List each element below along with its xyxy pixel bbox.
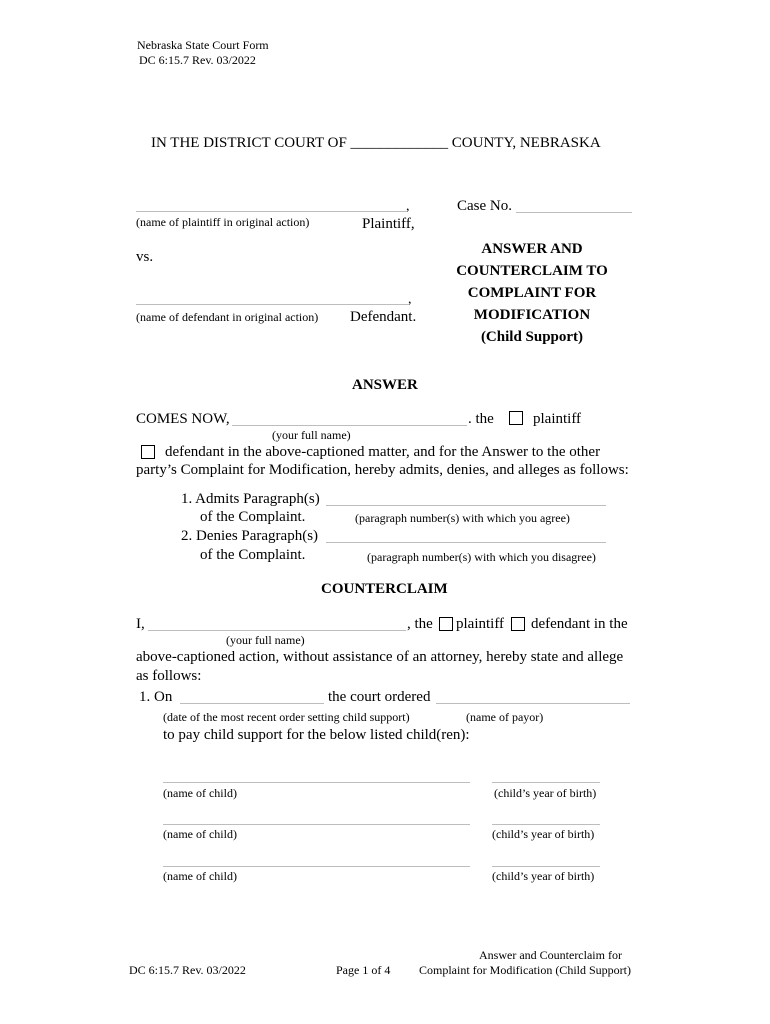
counterclaim-plaintiff-checkbox[interactable] bbox=[439, 617, 453, 631]
defendant-comma: , bbox=[408, 292, 412, 307]
child-name-field[interactable] bbox=[163, 824, 470, 825]
child-year-hint: (child’s year of birth) bbox=[492, 869, 595, 883]
title-line: COUNTERCLAIM TO bbox=[456, 263, 608, 279]
denies-hint: (paragraph number(s) with which you disagree) bbox=[367, 550, 596, 564]
order-on-label: 1. On bbox=[139, 689, 173, 705]
child-year-field[interactable] bbox=[492, 782, 600, 783]
counterclaim-the-label: , the bbox=[407, 616, 433, 632]
defendant-label: Defendant. bbox=[350, 309, 417, 325]
counterclaim-full-name-hint: (your full name) bbox=[226, 633, 305, 647]
counterclaim-i-label: I, bbox=[136, 616, 145, 632]
child-name-hint: (name of child) bbox=[163, 786, 237, 800]
court-line: IN THE DISTRICT COURT OF _____________ COUNTY, NEBRASKA bbox=[151, 135, 601, 151]
title-line: COMPLAINT FOR bbox=[467, 285, 597, 301]
admits-hint: (paragraph number(s) with which you agree) bbox=[355, 511, 570, 525]
counterclaim-defendant-checkbox[interactable] bbox=[511, 617, 525, 631]
answer-plaintiff-checkbox[interactable] bbox=[509, 411, 523, 425]
counterclaim-plaintiff-option: plaintiff bbox=[456, 616, 505, 632]
footer-form-revision: DC 6:15.7 Rev. 03/2022 bbox=[129, 963, 246, 977]
order-date-hint: (date of the most recent order setting child support) bbox=[163, 710, 410, 724]
form-name: Nebraska State Court Form bbox=[137, 38, 269, 52]
plaintiff-comma: , bbox=[406, 199, 410, 214]
footer-title-line: Answer and Counterclaim for bbox=[479, 948, 622, 962]
answer-full-name-field[interactable] bbox=[232, 425, 467, 426]
answer-plaintiff-option: plaintiff bbox=[533, 411, 582, 427]
plaintiff-hint: (name of plaintiff in original action) bbox=[136, 215, 310, 229]
child-name-hint: (name of child) bbox=[163, 827, 237, 841]
payor-name-field[interactable] bbox=[436, 703, 630, 704]
answer-heading: ANSWER bbox=[352, 377, 418, 393]
form-revision: DC 6:15.7 Rev. 03/2022 bbox=[139, 53, 256, 67]
title-line: MODIFICATION bbox=[473, 307, 591, 323]
admits-paragraph-label: 1. Admits Paragraph(s) bbox=[181, 491, 320, 507]
answer-body-line: party’s Complaint for Modification, hereby admits, denies, and alleges as follows: bbox=[136, 462, 629, 478]
pay-child-support-text: to pay child support for the below listed child(ren): bbox=[163, 727, 470, 743]
plaintiff-name-field[interactable] bbox=[136, 211, 406, 212]
answer-defendant-checkbox[interactable] bbox=[141, 445, 155, 459]
title-line: (Child Support) bbox=[480, 329, 584, 345]
counterclaim-body-line: above-captioned action, without assistance of an attorney, hereby state and allege bbox=[136, 649, 624, 665]
court-ordered-label: the court ordered bbox=[328, 689, 431, 705]
versus-label: vs. bbox=[136, 249, 154, 265]
child-name-hint: (name of child) bbox=[163, 869, 237, 883]
counterclaim-full-name-field[interactable] bbox=[148, 630, 406, 631]
counterclaim-heading: COUNTERCLAIM bbox=[321, 581, 448, 597]
counterclaim-as-follows: as follows: bbox=[136, 668, 202, 684]
defendant-hint: (name of defendant in original action) bbox=[136, 310, 319, 324]
payor-hint: (name of payor) bbox=[466, 710, 544, 724]
footer-title-line: Complaint for Modification (Child Support) bbox=[419, 963, 631, 977]
denies-complaint-text: of the Complaint. bbox=[200, 547, 306, 563]
admits-paragraph-field[interactable] bbox=[326, 505, 606, 506]
plaintiff-label: Plaintiff, bbox=[362, 216, 415, 232]
admits-complaint-text: of the Complaint. bbox=[200, 509, 306, 525]
denies-paragraph-label: 2. Denies Paragraph(s) bbox=[181, 528, 319, 544]
comes-now-label: COMES NOW, bbox=[136, 411, 230, 427]
title-line: ANSWER AND bbox=[481, 241, 583, 257]
child-year-hint: (child’s year of birth) bbox=[494, 786, 597, 800]
answer-the-label: . the bbox=[468, 411, 494, 427]
denies-paragraph-field[interactable] bbox=[326, 542, 606, 543]
order-date-field[interactable] bbox=[180, 703, 324, 704]
child-year-hint: (child’s year of birth) bbox=[492, 827, 595, 841]
child-year-field[interactable] bbox=[492, 866, 600, 867]
answer-full-name-hint: (your full name) bbox=[272, 428, 351, 442]
document-title bbox=[432, 238, 632, 348]
child-name-field[interactable] bbox=[163, 866, 470, 867]
counterclaim-defendant-option: defendant in the bbox=[531, 616, 628, 632]
case-number-label: Case No. bbox=[457, 198, 512, 214]
child-year-field[interactable] bbox=[492, 824, 600, 825]
footer-page-number: Page 1 of 4 bbox=[336, 963, 391, 977]
child-name-field[interactable] bbox=[163, 782, 470, 783]
defendant-name-field[interactable] bbox=[136, 304, 408, 305]
case-number-field[interactable] bbox=[516, 212, 632, 213]
answer-defendant-text: defendant in the above-captioned matter, and for the Answer to the other bbox=[165, 444, 601, 460]
